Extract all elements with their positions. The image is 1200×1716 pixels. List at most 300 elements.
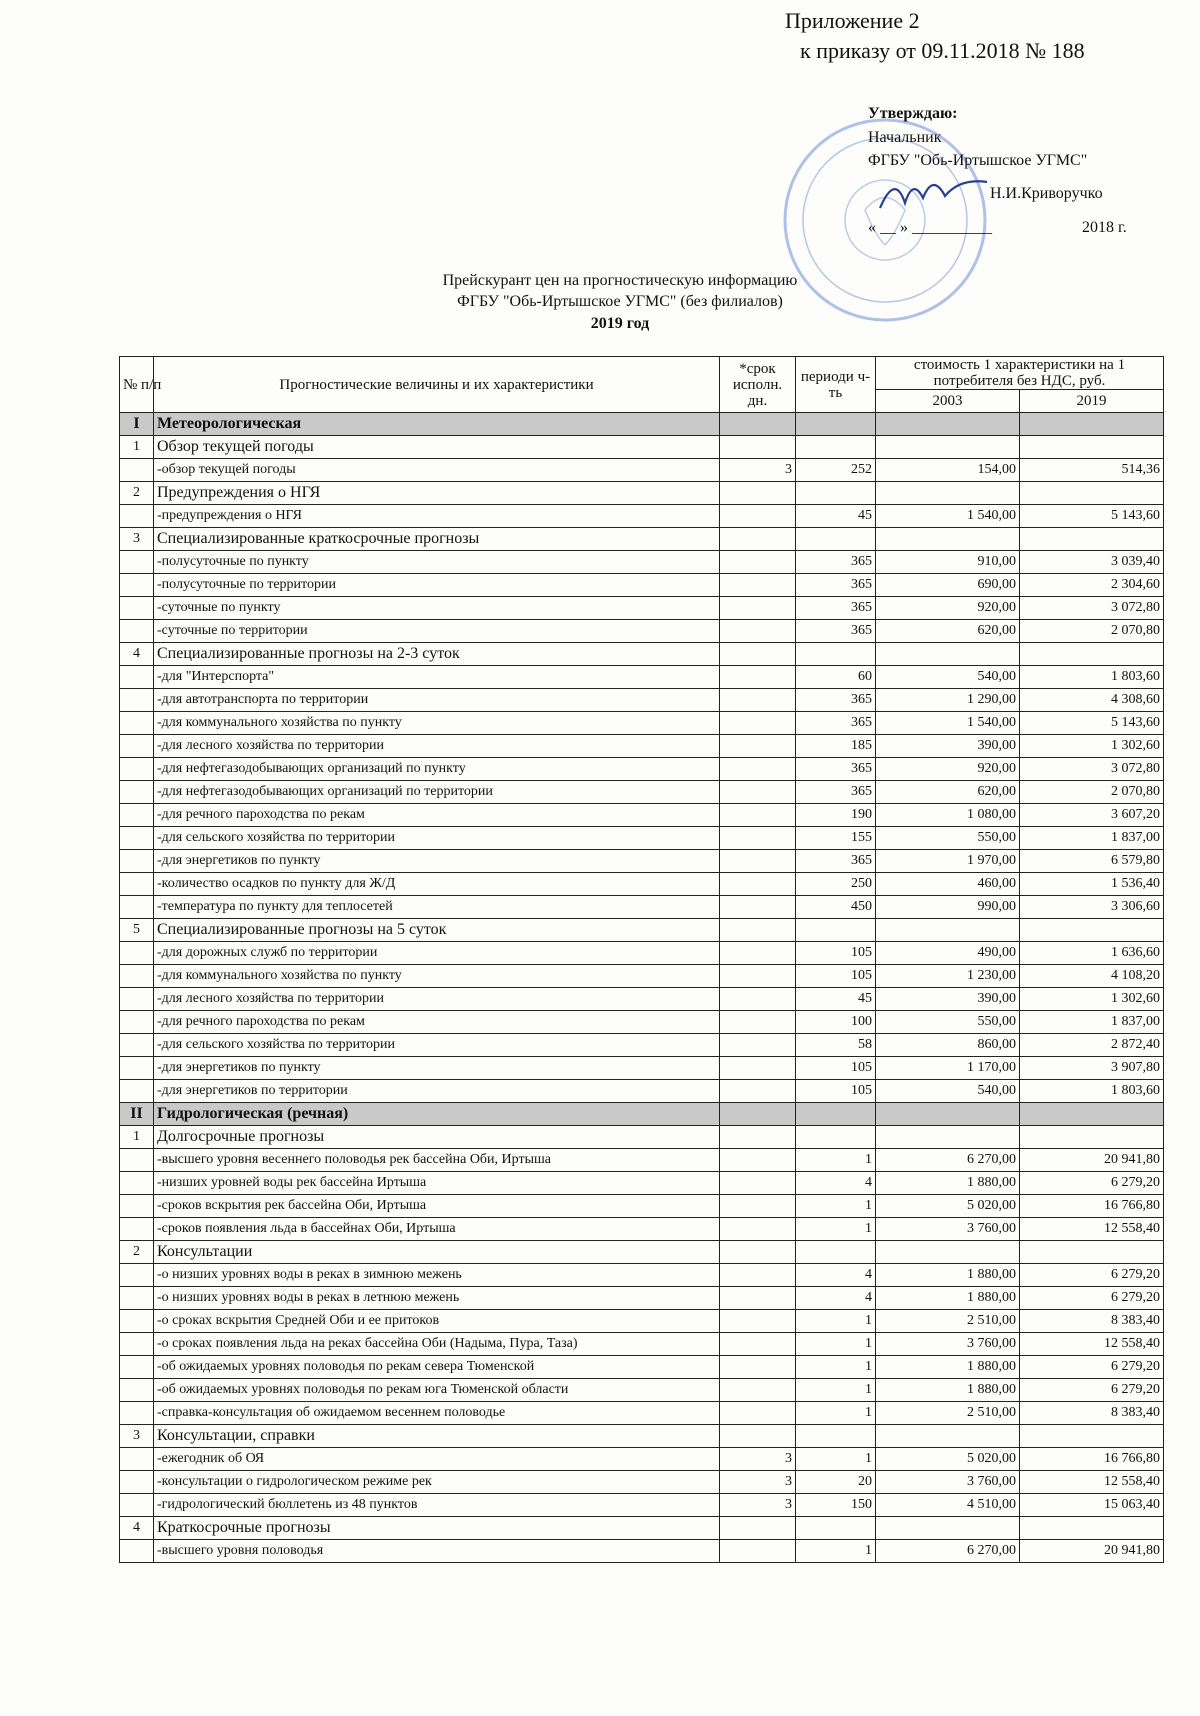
row-name: Предупреждения о НГЯ xyxy=(154,482,720,505)
row-price-2003: 550,00 xyxy=(876,827,1020,850)
table-row xyxy=(120,850,1164,873)
row-price-2003 xyxy=(876,1425,1020,1448)
row-number: 4 xyxy=(120,1517,154,1540)
row-number xyxy=(120,758,154,781)
row-period xyxy=(796,1126,876,1149)
row-period: 1 xyxy=(796,1379,876,1402)
row-number xyxy=(120,1034,154,1057)
row-price-2003: 1 080,00 xyxy=(876,804,1020,827)
row-period: 1 xyxy=(796,1149,876,1172)
row-name: Консультации xyxy=(154,1241,720,1264)
item-row xyxy=(120,436,1164,459)
row-term xyxy=(720,1034,796,1057)
row-price-2003 xyxy=(876,528,1020,551)
row-name: -для речного пароходства по рекам xyxy=(154,804,720,827)
row-number xyxy=(120,1379,154,1402)
row-number xyxy=(120,965,154,988)
row-price-2003 xyxy=(876,482,1020,505)
row-number: 5 xyxy=(120,919,154,942)
row-price-2019 xyxy=(1020,1517,1164,1540)
row-price-2019 xyxy=(1020,413,1164,436)
row-term xyxy=(720,1241,796,1264)
row-term xyxy=(720,413,796,436)
row-term xyxy=(720,919,796,942)
row-price-2003: 3 760,00 xyxy=(876,1471,1020,1494)
row-name: -низших уровней воды рек бассейна Иртыша xyxy=(154,1172,720,1195)
row-name: -для энергетиков по пункту xyxy=(154,1057,720,1080)
table-row xyxy=(120,1287,1164,1310)
row-period xyxy=(796,436,876,459)
row-price-2003: 1 170,00 xyxy=(876,1057,1020,1080)
row-number xyxy=(120,459,154,482)
row-period: 45 xyxy=(796,505,876,528)
row-number xyxy=(120,551,154,574)
document-title: Прейскурант цен на прогностическую информацию xyxy=(442,272,798,289)
approval-signatory: Н.И.Криворучко xyxy=(990,185,1103,202)
row-price-2003: 860,00 xyxy=(876,1034,1020,1057)
row-name: -для сельского хозяйства по территории xyxy=(154,1034,720,1057)
row-name: -сроков появления льда в бассейнах Оби, Иртыша xyxy=(154,1218,720,1241)
row-name: -о низших уровнях воды в реках в зимнюю межень xyxy=(154,1264,720,1287)
row-name: -об ожидаемых уровнях половодья по рекам севера Тюменской xyxy=(154,1356,720,1379)
row-name: Долгосрочные прогнозы xyxy=(154,1126,720,1149)
table-row xyxy=(120,574,1164,597)
row-price-2003: 390,00 xyxy=(876,988,1020,1011)
row-price-2003: 3 760,00 xyxy=(876,1218,1020,1241)
row-term xyxy=(720,873,796,896)
row-term xyxy=(720,827,796,850)
row-number: 4 xyxy=(120,643,154,666)
row-name: -ежегодник об ОЯ xyxy=(154,1448,720,1471)
approval-organization: ФГБУ "Обь-Иртышское УГМС" xyxy=(868,152,1088,169)
row-number xyxy=(120,1080,154,1103)
row-period: 450 xyxy=(796,896,876,919)
row-price-2019: 16 766,80 xyxy=(1020,1195,1164,1218)
table-row xyxy=(120,1356,1164,1379)
row-period: 365 xyxy=(796,758,876,781)
row-price-2003 xyxy=(876,1517,1020,1540)
row-number xyxy=(120,1264,154,1287)
table-row xyxy=(120,597,1164,620)
row-price-2019: 5 143,60 xyxy=(1020,505,1164,528)
row-price-2003: 540,00 xyxy=(876,666,1020,689)
table-row xyxy=(120,1540,1164,1563)
row-period: 4 xyxy=(796,1264,876,1287)
row-number xyxy=(120,1172,154,1195)
price-table xyxy=(119,356,1164,1563)
row-period: 365 xyxy=(796,781,876,804)
row-price-2003: 2 510,00 xyxy=(876,1310,1020,1333)
row-price-2003: 1 880,00 xyxy=(876,1356,1020,1379)
table-row xyxy=(120,1218,1164,1241)
row-term xyxy=(720,1264,796,1287)
row-term: 3 xyxy=(720,1471,796,1494)
row-price-2019: 1 302,60 xyxy=(1020,735,1164,758)
row-price-2019: 514,36 xyxy=(1020,459,1164,482)
table-row xyxy=(120,666,1164,689)
table-row xyxy=(120,1264,1164,1287)
row-price-2003: 390,00 xyxy=(876,735,1020,758)
row-period: 365 xyxy=(796,712,876,735)
row-price-2019 xyxy=(1020,1126,1164,1149)
row-number: 3 xyxy=(120,1425,154,1448)
col-header-2003: 2003 xyxy=(876,390,1020,413)
row-price-2003 xyxy=(876,919,1020,942)
row-number xyxy=(120,1218,154,1241)
row-period xyxy=(796,643,876,666)
row-price-2019: 2 304,60 xyxy=(1020,574,1164,597)
row-price-2019: 4 308,60 xyxy=(1020,689,1164,712)
table-row xyxy=(120,1011,1164,1034)
row-price-2019 xyxy=(1020,1241,1164,1264)
row-number xyxy=(120,620,154,643)
row-name: -температура по пункту для теплосетей xyxy=(154,896,720,919)
row-period xyxy=(796,1103,876,1126)
row-period: 185 xyxy=(796,735,876,758)
row-term xyxy=(720,666,796,689)
table-row xyxy=(120,781,1164,804)
row-term xyxy=(720,1126,796,1149)
row-name: -для лесного хозяйства по территории xyxy=(154,988,720,1011)
row-period: 1 xyxy=(796,1402,876,1425)
row-period: 150 xyxy=(796,1494,876,1517)
row-period: 365 xyxy=(796,620,876,643)
item-row xyxy=(120,1126,1164,1149)
row-price-2019: 2 070,80 xyxy=(1020,620,1164,643)
row-period: 105 xyxy=(796,965,876,988)
item-row xyxy=(120,1241,1164,1264)
row-name: -полусуточные по территории xyxy=(154,574,720,597)
row-price-2003 xyxy=(876,1103,1020,1126)
row-price-2003: 620,00 xyxy=(876,620,1020,643)
row-term xyxy=(720,1333,796,1356)
row-number xyxy=(120,873,154,896)
row-number xyxy=(120,988,154,1011)
row-price-2003: 620,00 xyxy=(876,781,1020,804)
table-row xyxy=(120,1172,1164,1195)
row-price-2003: 550,00 xyxy=(876,1011,1020,1034)
row-term xyxy=(720,712,796,735)
table-row xyxy=(120,1080,1164,1103)
row-price-2003 xyxy=(876,413,1020,436)
row-number xyxy=(120,1402,154,1425)
row-period xyxy=(796,1425,876,1448)
row-number xyxy=(120,804,154,827)
row-term xyxy=(720,597,796,620)
row-term xyxy=(720,896,796,919)
item-row xyxy=(120,1517,1164,1540)
row-name: Специализированные краткосрочные прогнозы xyxy=(154,528,720,551)
row-term xyxy=(720,1011,796,1034)
row-name: -для автотранспорта по территории xyxy=(154,689,720,712)
row-term xyxy=(720,1195,796,1218)
row-period xyxy=(796,528,876,551)
row-period xyxy=(796,1241,876,1264)
order-reference: к приказу от 09.11.2018 № 188 xyxy=(800,38,1085,63)
item-row xyxy=(120,919,1164,942)
row-price-2019: 1 837,00 xyxy=(1020,1011,1164,1034)
row-number xyxy=(120,1540,154,1563)
row-name: -высшего уровня весеннего половодья рек бассейна Оби, Иртыша xyxy=(154,1149,720,1172)
row-period: 155 xyxy=(796,827,876,850)
row-price-2019 xyxy=(1020,1103,1164,1126)
row-period: 105 xyxy=(796,1057,876,1080)
row-term xyxy=(720,1402,796,1425)
row-name: -для "Интерспорта" xyxy=(154,666,720,689)
row-term: 3 xyxy=(720,1494,796,1517)
approval-year: 2018 г. xyxy=(1082,219,1127,236)
row-term xyxy=(720,528,796,551)
table-row xyxy=(120,942,1164,965)
row-price-2003: 490,00 xyxy=(876,942,1020,965)
row-price-2019: 2 872,40 xyxy=(1020,1034,1164,1057)
row-price-2003: 920,00 xyxy=(876,758,1020,781)
row-price-2003: 1 230,00 xyxy=(876,965,1020,988)
row-price-2003: 910,00 xyxy=(876,551,1020,574)
row-period: 365 xyxy=(796,689,876,712)
row-number xyxy=(120,781,154,804)
row-name: Обзор текущей погоды xyxy=(154,436,720,459)
item-row xyxy=(120,1425,1164,1448)
row-period: 250 xyxy=(796,873,876,896)
table-row xyxy=(120,620,1164,643)
row-price-2019: 15 063,40 xyxy=(1020,1494,1164,1517)
item-row xyxy=(120,643,1164,666)
row-name: -консультации о гидрологическом режиме рек xyxy=(154,1471,720,1494)
row-price-2019 xyxy=(1020,436,1164,459)
section-row xyxy=(120,1103,1164,1126)
table-row xyxy=(120,551,1164,574)
row-number xyxy=(120,505,154,528)
row-price-2003: 460,00 xyxy=(876,873,1020,896)
table-row xyxy=(120,1057,1164,1080)
row-price-2019: 1 536,40 xyxy=(1020,873,1164,896)
row-price-2003: 540,00 xyxy=(876,1080,1020,1103)
row-name: Метеорологическая xyxy=(154,413,720,436)
row-name: -полусуточные по пункту xyxy=(154,551,720,574)
table-row xyxy=(120,1402,1164,1425)
table-row xyxy=(120,689,1164,712)
row-term xyxy=(720,1103,796,1126)
row-number xyxy=(120,689,154,712)
row-name: -об ожидаемых уровнях половодья по рекам юга Тюменской области xyxy=(154,1379,720,1402)
row-name: -суточные по пункту xyxy=(154,597,720,620)
row-term xyxy=(720,942,796,965)
row-term xyxy=(720,1356,796,1379)
row-price-2019: 1 837,00 xyxy=(1020,827,1164,850)
row-term xyxy=(720,735,796,758)
row-price-2019: 6 579,80 xyxy=(1020,850,1164,873)
row-price-2019: 4 108,20 xyxy=(1020,965,1164,988)
row-price-2003: 3 760,00 xyxy=(876,1333,1020,1356)
row-period xyxy=(796,919,876,942)
row-name: -для коммунального хозяйства по пункту xyxy=(154,712,720,735)
row-price-2019: 20 941,80 xyxy=(1020,1540,1164,1563)
row-term xyxy=(720,1310,796,1333)
row-name: -для дорожных служб по территории xyxy=(154,942,720,965)
row-number xyxy=(120,1149,154,1172)
row-price-2019 xyxy=(1020,482,1164,505)
row-name: -для энергетиков по пункту xyxy=(154,850,720,873)
row-number: 3 xyxy=(120,528,154,551)
row-price-2003: 1 880,00 xyxy=(876,1379,1020,1402)
row-period: 365 xyxy=(796,551,876,574)
row-price-2003: 1 880,00 xyxy=(876,1287,1020,1310)
row-period: 252 xyxy=(796,459,876,482)
table-row xyxy=(120,758,1164,781)
document-subtitle: ФГБУ "Обь-Иртышское УГМС" (без филиалов) xyxy=(457,293,783,310)
table-row xyxy=(120,1149,1164,1172)
row-price-2003 xyxy=(876,436,1020,459)
row-price-2019: 1 302,60 xyxy=(1020,988,1164,1011)
row-period: 365 xyxy=(796,850,876,873)
section-row xyxy=(120,413,1164,436)
row-period: 1 xyxy=(796,1218,876,1241)
item-row xyxy=(120,528,1164,551)
row-period: 60 xyxy=(796,666,876,689)
row-term xyxy=(720,436,796,459)
table-row xyxy=(120,965,1164,988)
row-number xyxy=(120,1287,154,1310)
row-name: -для нефтегазодобывающих организаций по пункту xyxy=(154,758,720,781)
row-term xyxy=(720,758,796,781)
row-name: -сроков вскрытия рек бассейна Оби, Иртыша xyxy=(154,1195,720,1218)
signature-icon xyxy=(875,168,995,218)
row-price-2019: 12 558,40 xyxy=(1020,1333,1164,1356)
row-number xyxy=(120,735,154,758)
row-name: -для лесного хозяйства по территории xyxy=(154,735,720,758)
row-number xyxy=(120,1057,154,1080)
row-price-2019: 12 558,40 xyxy=(1020,1218,1164,1241)
row-name: -для речного пароходства по рекам xyxy=(154,1011,720,1034)
row-name: Специализированные прогнозы на 5 суток xyxy=(154,919,720,942)
table-row xyxy=(120,1494,1164,1517)
row-number xyxy=(120,666,154,689)
row-period: 45 xyxy=(796,988,876,1011)
approval-position: Начальник xyxy=(868,129,942,146)
row-term xyxy=(720,482,796,505)
row-price-2019: 3 072,80 xyxy=(1020,758,1164,781)
row-price-2019: 6 279,20 xyxy=(1020,1379,1164,1402)
row-term xyxy=(720,1057,796,1080)
row-price-2019: 8 383,40 xyxy=(1020,1402,1164,1425)
row-term xyxy=(720,988,796,1011)
row-price-2019: 1 803,60 xyxy=(1020,666,1164,689)
row-term xyxy=(720,1379,796,1402)
row-period: 20 xyxy=(796,1471,876,1494)
row-term xyxy=(720,1080,796,1103)
table-row xyxy=(120,827,1164,850)
row-term xyxy=(720,1149,796,1172)
row-term xyxy=(720,505,796,528)
row-period: 1 xyxy=(796,1448,876,1471)
row-price-2003: 154,00 xyxy=(876,459,1020,482)
table-row xyxy=(120,1333,1164,1356)
row-price-2003: 4 510,00 xyxy=(876,1494,1020,1517)
row-term: 3 xyxy=(720,459,796,482)
row-number xyxy=(120,1356,154,1379)
row-period: 105 xyxy=(796,1080,876,1103)
row-name: -обзор текущей погоды xyxy=(154,459,720,482)
row-price-2003: 6 270,00 xyxy=(876,1540,1020,1563)
row-term xyxy=(720,1517,796,1540)
price-table-body xyxy=(120,413,1164,1563)
row-number xyxy=(120,827,154,850)
row-price-2003 xyxy=(876,643,1020,666)
row-name: -высшего уровня половодья xyxy=(154,1540,720,1563)
approval-date: « __ » __________ xyxy=(868,219,992,236)
row-price-2003: 690,00 xyxy=(876,574,1020,597)
row-name: -количество осадков по пункту для Ж/Д xyxy=(154,873,720,896)
col-header-2019: 2019 xyxy=(1020,390,1164,413)
table-row xyxy=(120,988,1164,1011)
row-name: Краткосрочные прогнозы xyxy=(154,1517,720,1540)
row-price-2019: 3 907,80 xyxy=(1020,1057,1164,1080)
item-row xyxy=(120,482,1164,505)
row-price-2019: 6 279,20 xyxy=(1020,1172,1164,1195)
row-price-2019: 2 070,80 xyxy=(1020,781,1164,804)
row-price-2019: 8 383,40 xyxy=(1020,1310,1164,1333)
row-price-2019: 1 803,60 xyxy=(1020,1080,1164,1103)
row-price-2019 xyxy=(1020,528,1164,551)
col-header-name: Прогностические величины и их характеристики xyxy=(154,357,720,413)
table-row xyxy=(120,712,1164,735)
row-period xyxy=(796,413,876,436)
row-period: 1 xyxy=(796,1356,876,1379)
table-row xyxy=(120,1195,1164,1218)
row-term xyxy=(720,551,796,574)
row-name: Гидрологическая (речная) xyxy=(154,1103,720,1126)
row-term xyxy=(720,850,796,873)
row-term: 3 xyxy=(720,1448,796,1471)
row-period: 58 xyxy=(796,1034,876,1057)
row-number: 1 xyxy=(120,1126,154,1149)
row-period: 100 xyxy=(796,1011,876,1034)
row-name: -для сельского хозяйства по территории xyxy=(154,827,720,850)
row-period: 4 xyxy=(796,1172,876,1195)
row-number: I xyxy=(120,413,154,436)
row-price-2003 xyxy=(876,1241,1020,1264)
row-term xyxy=(720,689,796,712)
row-name: -для энергетиков по территории xyxy=(154,1080,720,1103)
table-row xyxy=(120,1379,1164,1402)
row-period: 365 xyxy=(796,574,876,597)
row-period: 1 xyxy=(796,1310,876,1333)
row-number xyxy=(120,597,154,620)
row-number: 2 xyxy=(120,1241,154,1264)
col-header-number: № п/п xyxy=(120,357,154,413)
row-term xyxy=(720,965,796,988)
row-number: II xyxy=(120,1103,154,1126)
row-term xyxy=(720,781,796,804)
row-number xyxy=(120,1310,154,1333)
table-row xyxy=(120,459,1164,482)
row-price-2003: 5 020,00 xyxy=(876,1195,1020,1218)
row-name: -о сроках появления льда на реках бассейна Оби (Надыма, Пура, Таза) xyxy=(154,1333,720,1356)
row-term xyxy=(720,643,796,666)
row-period: 1 xyxy=(796,1195,876,1218)
col-header-term: *срок исполн. дн. xyxy=(720,357,796,413)
approval-heading: Утверждаю: xyxy=(868,105,958,122)
appendix-number: Приложение 2 xyxy=(785,8,920,33)
row-number xyxy=(120,942,154,965)
row-term xyxy=(720,574,796,597)
row-price-2003: 2 510,00 xyxy=(876,1402,1020,1425)
row-period xyxy=(796,482,876,505)
row-price-2019: 6 279,20 xyxy=(1020,1287,1164,1310)
table-row xyxy=(120,1310,1164,1333)
row-price-2019: 3 607,20 xyxy=(1020,804,1164,827)
